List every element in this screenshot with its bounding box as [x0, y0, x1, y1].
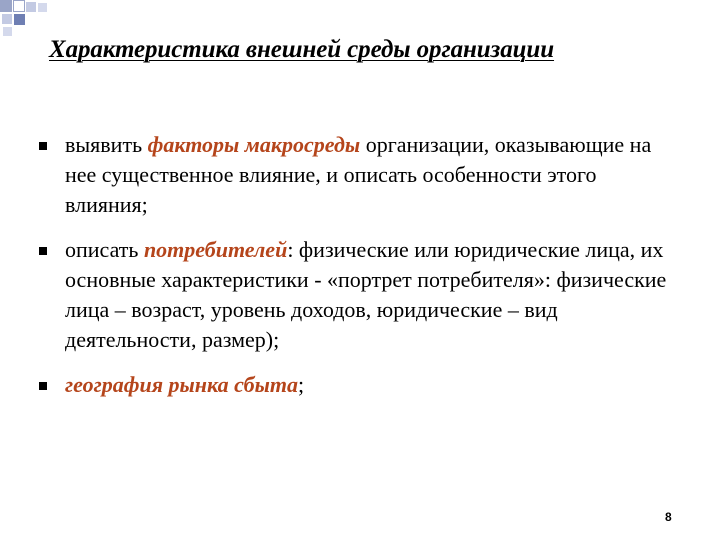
deco-square	[26, 2, 36, 12]
square-bullet-icon	[39, 142, 47, 150]
bullet-highlight: география рынка сбыта	[65, 372, 298, 397]
slide-title: Характеристика внешней среды организации	[49, 36, 555, 63]
bullet-text: ;	[297, 372, 305, 397]
bullet-list	[0, 130, 720, 415]
square-bullet-icon	[39, 382, 47, 390]
bullet-highlight: потребителей	[143, 237, 288, 262]
bullet-highlight: факторы макросреды	[147, 132, 361, 157]
bullet-item-macro-factors	[0, 130, 720, 220]
deco-square	[38, 3, 47, 12]
deco-square	[3, 27, 12, 36]
bullet-text: организации, оказывающие на нее существенное влияние, и описать особенности этого влияния;	[65, 132, 652, 217]
square-bullet-icon	[39, 247, 47, 255]
bullet-item-market-geography	[0, 370, 720, 400]
bullet-text: : физические или юридические лица, их основные характеристики - «портрет потребителя»: физические лица – возраст, уровень доходов, юридические – вид деятельности, размер);	[65, 237, 667, 352]
deco-square	[2, 14, 12, 24]
deco-square	[14, 14, 25, 25]
corner-decoration	[0, 0, 60, 40]
bullet-text: выявить	[65, 132, 148, 157]
bullet-item-consumers	[0, 235, 720, 355]
deco-square	[13, 0, 25, 12]
bullet-text: описать	[65, 237, 144, 262]
deco-square	[0, 0, 12, 12]
page-number: 8	[665, 510, 672, 524]
